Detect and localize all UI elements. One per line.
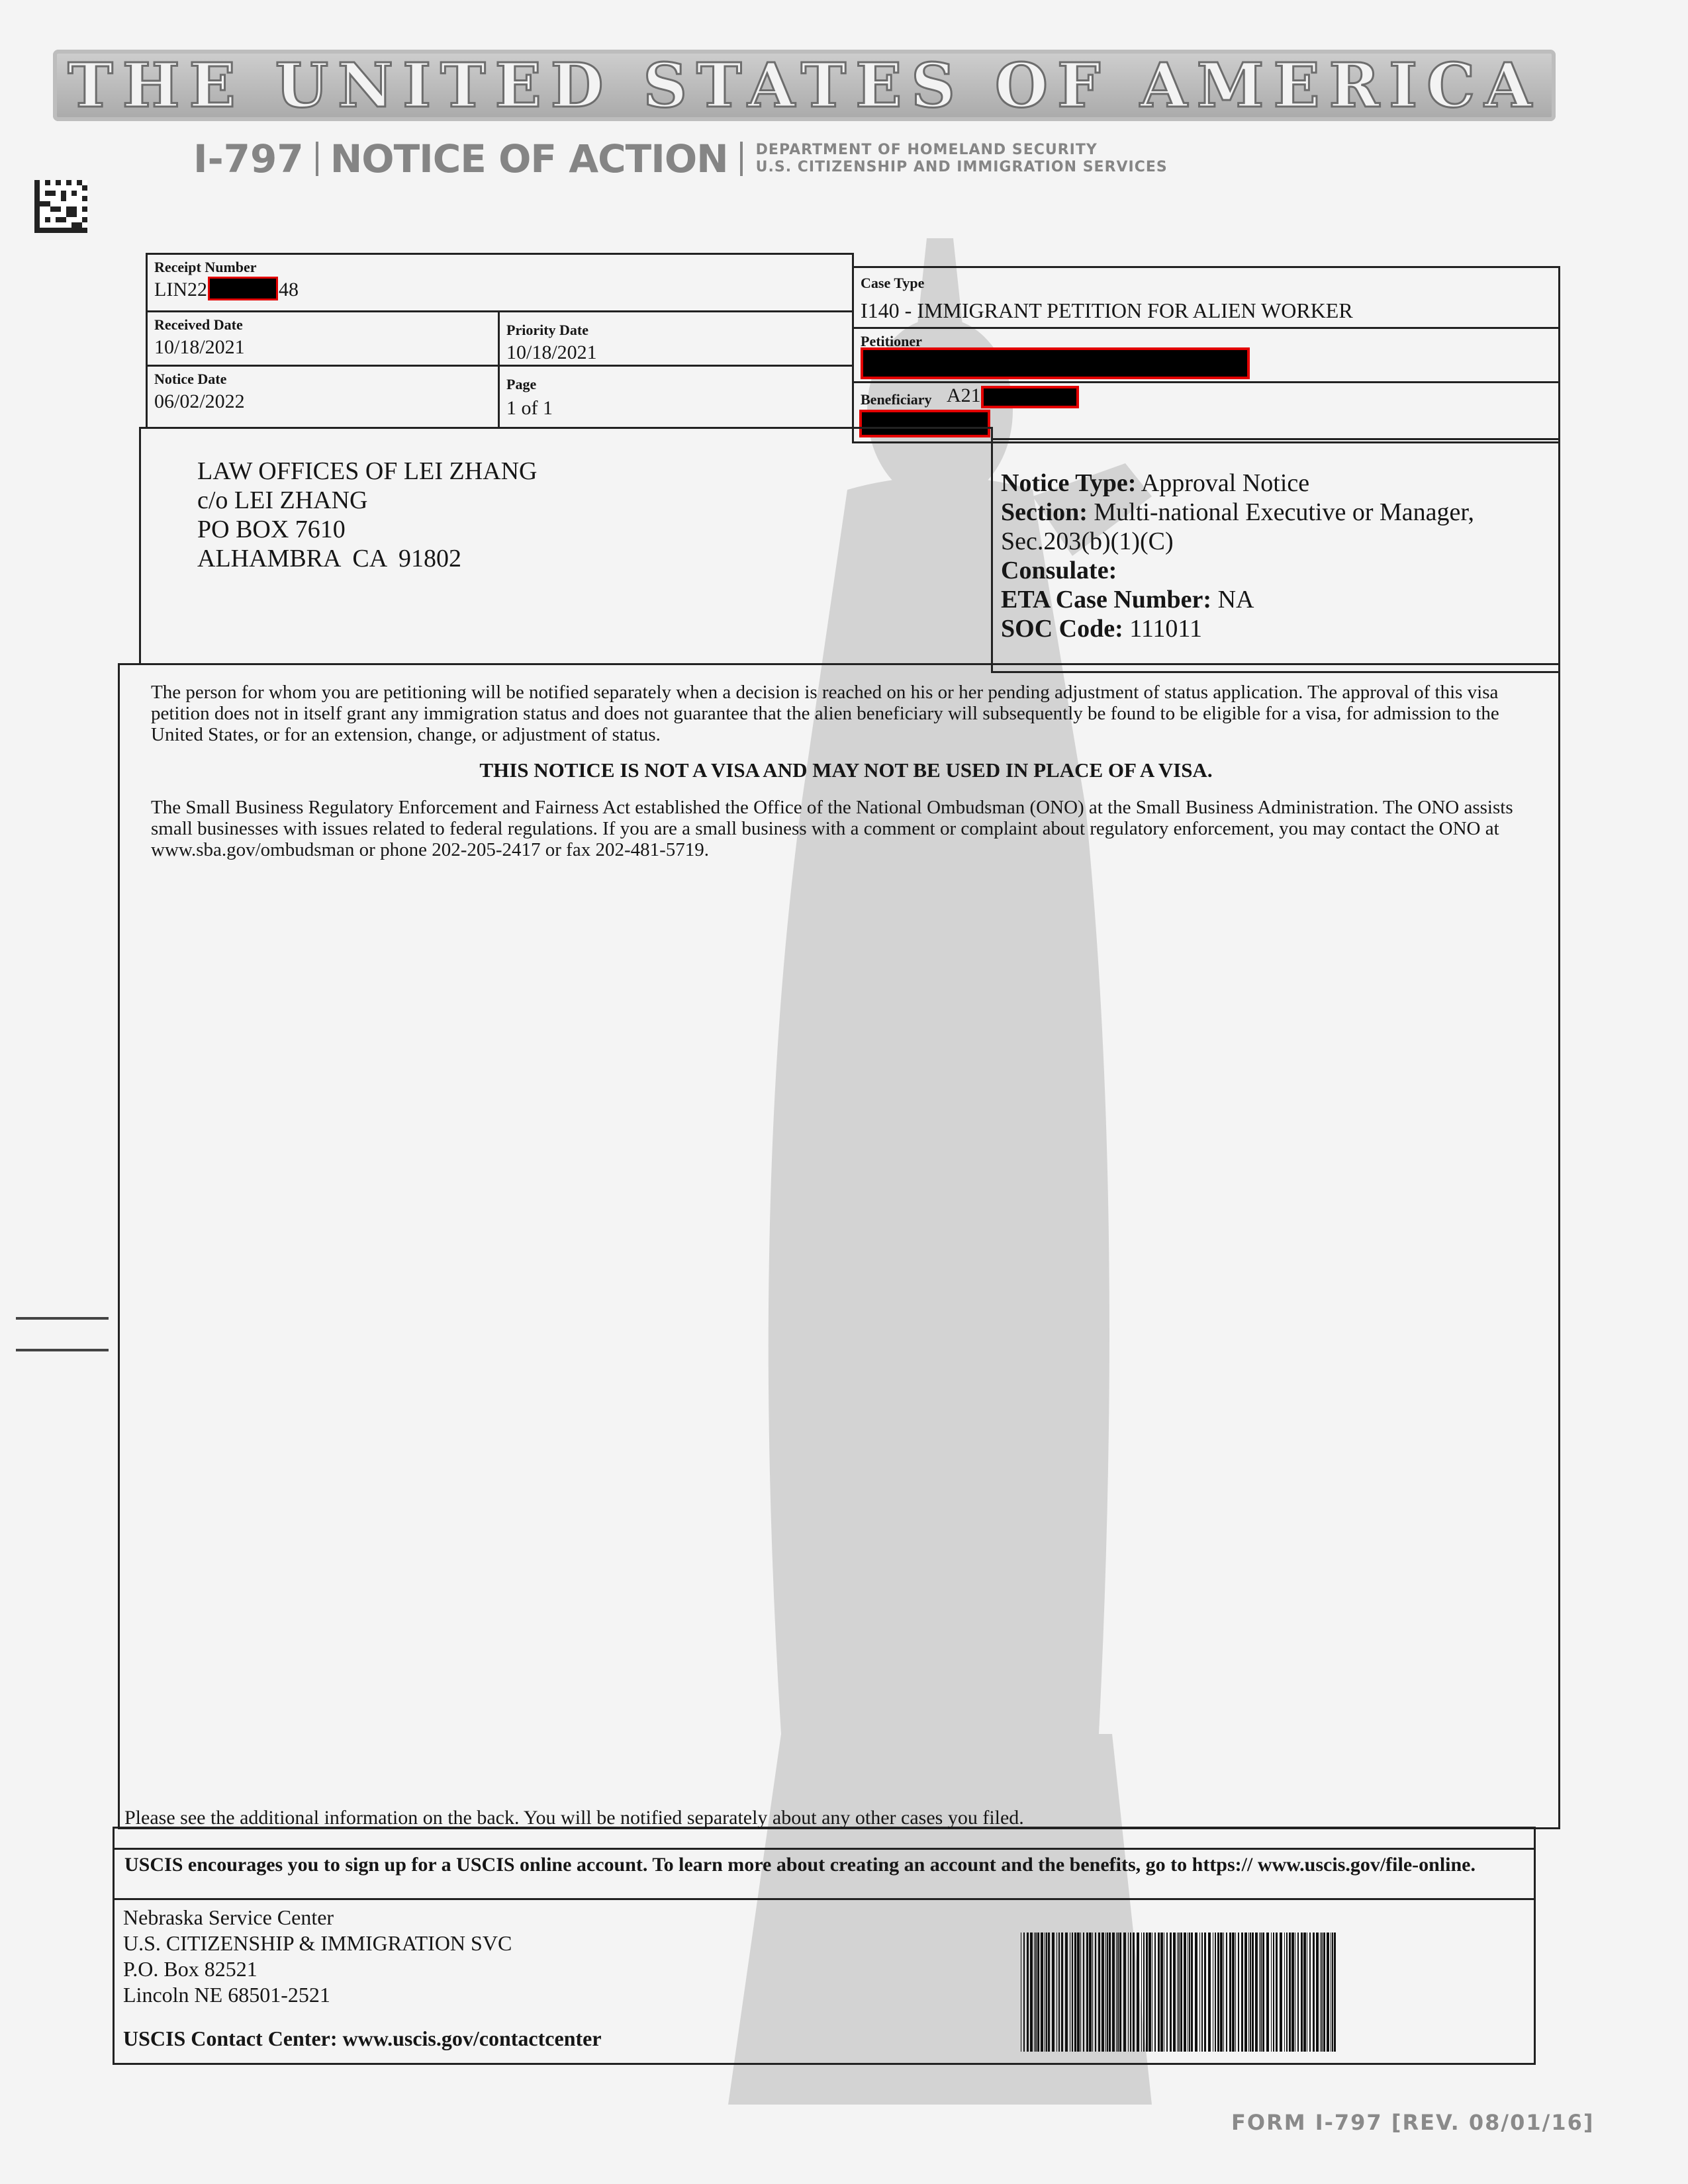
barcode-bar bbox=[1327, 1933, 1329, 2052]
barcode-bar bbox=[1112, 1933, 1115, 2052]
barcode-bar bbox=[1089, 1933, 1092, 2052]
barcode-bar bbox=[1255, 1933, 1258, 2052]
barcode-bar bbox=[1204, 1933, 1206, 2052]
barcode-bar bbox=[1189, 1933, 1190, 2052]
barcode-bar bbox=[1154, 1933, 1156, 2052]
barcode-bar bbox=[1109, 1933, 1111, 2052]
barcode-bar bbox=[1170, 1933, 1172, 2052]
priority-date-cell bbox=[498, 310, 854, 367]
barcode-bar bbox=[1217, 1933, 1219, 2052]
online-account-note: USCIS encourages you to sign up for a USCIS online account. To learn more about creating an account and the benefits, go to https:// www.uscis.gov/file-online. bbox=[124, 1854, 1476, 1876]
barcode-bar bbox=[1123, 1933, 1126, 2052]
barcode-bar bbox=[1107, 1933, 1108, 2052]
barcode-bar bbox=[1201, 1933, 1203, 2052]
barcode-bar bbox=[1160, 1933, 1163, 2052]
barcode-bar bbox=[1297, 1933, 1299, 2052]
page-label: Page bbox=[506, 376, 537, 392]
service-center-line-4: Lincoln NE 68501-2521 bbox=[123, 1983, 330, 2007]
barcode-bar bbox=[1235, 1933, 1236, 2052]
notice-type-label: Notice Type: bbox=[1001, 469, 1137, 497]
received-date-value: 10/18/2021 bbox=[154, 336, 245, 358]
priority-date-label: Priority Date bbox=[506, 322, 588, 338]
barcode-bar bbox=[1046, 1933, 1047, 2052]
service-center-line-3: P.O. Box 82521 bbox=[123, 1957, 258, 1981]
petitioner-cell bbox=[852, 327, 1560, 383]
barcode-bar bbox=[1273, 1933, 1274, 2052]
barcode-bar bbox=[1334, 1933, 1336, 2052]
barcode-bar bbox=[1321, 1933, 1323, 2052]
barcode-bar bbox=[1034, 1933, 1035, 2052]
barcode-bar bbox=[1173, 1933, 1176, 2052]
agency-line-2: U.S. CITIZENSHIP AND IMMIGRATION SERVICES bbox=[755, 159, 1168, 175]
address-line-4: ALHAMBRA CA 91802 bbox=[197, 545, 462, 572]
case-type-value: I140 - IMMIGRANT PETITION FOR ALIEN WORKER bbox=[861, 298, 1353, 322]
barcode-bar bbox=[1048, 1933, 1050, 2052]
notice-date-value: 06/02/2022 bbox=[154, 390, 245, 412]
barcode-bar bbox=[1086, 1933, 1088, 2052]
service-center-line-1: Nebraska Service Center bbox=[123, 1905, 334, 1929]
barcode-bar bbox=[1286, 1933, 1288, 2052]
barcode-bar bbox=[1266, 1933, 1269, 2052]
receipt-redaction bbox=[210, 279, 276, 298]
barcode-bar bbox=[1238, 1933, 1239, 2052]
barcode-bar bbox=[1232, 1933, 1235, 2052]
case-type-label: Case Type bbox=[861, 275, 925, 291]
barcode-bar bbox=[1332, 1933, 1333, 2052]
heading-divider bbox=[740, 142, 743, 176]
heading-divider bbox=[316, 142, 318, 176]
barcode-bar bbox=[1248, 1933, 1249, 2052]
beneficiary-number-prefix: A21 bbox=[947, 385, 981, 406]
margin-marks bbox=[16, 1317, 109, 1353]
barcode-bar bbox=[1208, 1933, 1211, 2052]
barcode-bar bbox=[1250, 1933, 1251, 2052]
body-paragraph-1: The person for whom you are petitioning will be notified separately when a decision is reached on his or her pending adjustment of status application. The approval of this visa petition does not in itself grant any immigration status and does not guarantee that the alien beneficiary will subsequently be found to be eligible for a visa, for admission to the United States, or for an extension, change, or adjustment of status. bbox=[151, 682, 1499, 745]
barcode-bar bbox=[1052, 1933, 1055, 2052]
section-code: Sec.203(b)(1)(C) bbox=[1001, 527, 1174, 555]
barcode-bar bbox=[1092, 1933, 1093, 2052]
beneficiary-number-redaction bbox=[984, 388, 1076, 406]
barcode-bar bbox=[1141, 1933, 1142, 2052]
barcode-bar bbox=[1199, 1933, 1200, 2052]
barcode-bar bbox=[1316, 1933, 1319, 2052]
notice-date-cell bbox=[146, 365, 500, 429]
barcode-bar bbox=[1041, 1933, 1043, 2052]
barcode-bar bbox=[1074, 1933, 1076, 2052]
received-date-cell bbox=[146, 310, 500, 367]
barcode-bar bbox=[1037, 1933, 1039, 2052]
agency-line-1: DEPARTMENT OF HOMELAND SECURITY bbox=[755, 142, 1098, 158]
barcode-bar bbox=[1035, 1933, 1037, 2052]
country-banner bbox=[53, 50, 1556, 121]
barcode-bar bbox=[1303, 1933, 1306, 2052]
barcode-bar bbox=[1184, 1933, 1186, 2052]
form-revision: FORM I-797 [REV. 08/01/16] bbox=[1231, 2110, 1595, 2135]
footer-divider bbox=[113, 1848, 1536, 1850]
barcode-bar bbox=[1259, 1933, 1260, 2052]
barcode-bar bbox=[1119, 1933, 1121, 2052]
barcode-bar bbox=[1058, 1933, 1060, 2052]
barcode-bar bbox=[1260, 1933, 1262, 2052]
barcode-bar bbox=[1271, 1933, 1272, 2052]
barcode-bar bbox=[1072, 1933, 1073, 2052]
barcode-bar bbox=[1180, 1933, 1182, 2052]
barcode-bar bbox=[1158, 1933, 1160, 2052]
notice-type-value: Approval Notice bbox=[1141, 469, 1310, 497]
barcode-bar bbox=[1291, 1933, 1294, 2052]
receipt-number-prefix: LIN22 bbox=[154, 279, 207, 300]
barcode-bar bbox=[1146, 1933, 1148, 2052]
contact-center: USCIS Contact Center: www.uscis.gov/contactcenter bbox=[123, 2026, 602, 2050]
barcode-bar bbox=[1252, 1933, 1254, 2052]
barcode-bar bbox=[1095, 1933, 1096, 2052]
barcode-bar bbox=[1289, 1933, 1291, 2052]
notice-details bbox=[1001, 469, 1474, 643]
barcode-bar bbox=[1117, 1933, 1119, 2052]
barcode-bar bbox=[1276, 1933, 1278, 2052]
form-number: I-797 bbox=[193, 136, 304, 181]
service-center-line-2: U.S. CITIZENSHIP & IMMIGRATION SVC bbox=[123, 1931, 512, 1955]
barcode-bar bbox=[1061, 1933, 1063, 2052]
received-date-label: Received Date bbox=[154, 316, 243, 333]
barcode-bar bbox=[1191, 1933, 1193, 2052]
barcode-bar bbox=[1098, 1933, 1100, 2052]
address-line-1: LAW OFFICES OF LEI ZHANG bbox=[197, 457, 538, 485]
barcode-bar bbox=[1313, 1933, 1315, 2052]
barcode-bar bbox=[1083, 1933, 1084, 2052]
body-paragraph-2: The Small Business Regulatory Enforcement and Fairness Act established the Office of the National Ombudsman (ONO) at the Small Business Administration. The ONO assists small businesses with issues related to federal regulations. If you are a small business with a comment or complaint about regulatory enforcement, you may contact the ONO at www.sba.gov/ombudsman or phone 202-205-2417 or fax 202-481-5719. bbox=[151, 797, 1513, 860]
barcode-bar bbox=[1220, 1933, 1223, 2052]
eta-case-number-label: ETA Case Number: bbox=[1001, 586, 1212, 614]
receipt-number-value bbox=[154, 279, 299, 301]
notice-body bbox=[151, 682, 1541, 875]
barcode-bar bbox=[1195, 1933, 1197, 2052]
form-name: NOTICE OF ACTION bbox=[330, 136, 728, 181]
barcode-bar bbox=[1027, 1933, 1029, 2052]
page-value: 1 of 1 bbox=[506, 397, 553, 419]
barcode-bar bbox=[1105, 1933, 1106, 2052]
barcode-bar bbox=[1130, 1933, 1131, 2052]
section-value: Multi-national Executive or Manager, bbox=[1094, 498, 1474, 526]
barcode-bar bbox=[1320, 1933, 1321, 2052]
not-a-visa-warning: THIS NOTICE IS NOT A VISA AND MAY NOT BE USED IN PLACE OF A VISA. bbox=[479, 758, 1213, 782]
barcode-bar bbox=[1023, 1933, 1025, 2052]
barcode-bar bbox=[1178, 1933, 1180, 2052]
barcode-bar bbox=[1143, 1933, 1145, 2052]
barcode-bar bbox=[1137, 1933, 1139, 2052]
barcode-bar bbox=[1301, 1933, 1303, 2052]
barcode-bar bbox=[1149, 1933, 1151, 2052]
petitioner-label: Petitioner bbox=[861, 333, 922, 349]
data-matrix-code bbox=[34, 180, 87, 233]
barcode-bar bbox=[1309, 1933, 1311, 2052]
case-type-cell bbox=[852, 266, 1560, 329]
receipt-number-label: Receipt Number bbox=[154, 259, 257, 275]
barcode-bar bbox=[1244, 1933, 1247, 2052]
mailing-address bbox=[197, 457, 537, 573]
barcode-bar bbox=[1056, 1933, 1057, 2052]
barcode-bar bbox=[1262, 1933, 1264, 2052]
beneficiary-label: Beneficiary bbox=[861, 391, 932, 408]
barcode-bar bbox=[1116, 1933, 1117, 2052]
barcode-bar bbox=[1177, 1933, 1178, 2052]
barcode-bar bbox=[1215, 1933, 1216, 2052]
address-line-3: PO BOX 7610 bbox=[197, 516, 346, 543]
barcode-bar bbox=[1080, 1933, 1081, 2052]
form-heading bbox=[193, 131, 1168, 187]
barcode-bar bbox=[1323, 1933, 1325, 2052]
barcode-bar bbox=[1077, 1933, 1080, 2052]
barcode-bar bbox=[1128, 1933, 1129, 2052]
service-center-address bbox=[123, 1905, 512, 2008]
eta-case-number-value: NA bbox=[1217, 586, 1254, 614]
barcode-bar bbox=[1284, 1933, 1285, 2052]
additional-info-note: Please see the additional information on the back. You will be notified separately about any other cases you filed. bbox=[124, 1807, 1024, 1829]
consulate-label: Consulate: bbox=[1001, 557, 1117, 584]
barcode-bar bbox=[1166, 1933, 1168, 2052]
barcode-bar bbox=[1030, 1933, 1033, 2052]
barcode-bar bbox=[1065, 1933, 1068, 2052]
receipt-number-suffix: 48 bbox=[278, 279, 299, 300]
section-label: Section: bbox=[1001, 498, 1088, 526]
barcode-bar bbox=[1133, 1933, 1135, 2052]
notice-date-label: Notice Date bbox=[154, 371, 227, 387]
barcode-bar bbox=[1229, 1933, 1231, 2052]
soc-code-label: SOC Code: bbox=[1001, 615, 1123, 643]
priority-date-value: 10/18/2021 bbox=[506, 341, 597, 363]
agency-name bbox=[756, 142, 1168, 176]
barcode-bar bbox=[1280, 1933, 1282, 2052]
barcode-bar bbox=[1102, 1933, 1104, 2052]
barcode-bar bbox=[1223, 1933, 1224, 2052]
petitioner-redaction bbox=[863, 350, 1247, 377]
page-cell bbox=[498, 365, 854, 429]
receipt-number-cell bbox=[146, 253, 854, 312]
address-line-2: c/o LEI ZHANG bbox=[197, 486, 368, 514]
barcode-bar bbox=[1226, 1933, 1227, 2052]
soc-code-value: 111011 bbox=[1129, 615, 1203, 643]
footer-divider bbox=[113, 1898, 1536, 1900]
banner-title: THE UNITED STATES OF AMERICA bbox=[68, 50, 1541, 121]
barcode-bar bbox=[1241, 1933, 1243, 2052]
barcode bbox=[1019, 1933, 1337, 2052]
